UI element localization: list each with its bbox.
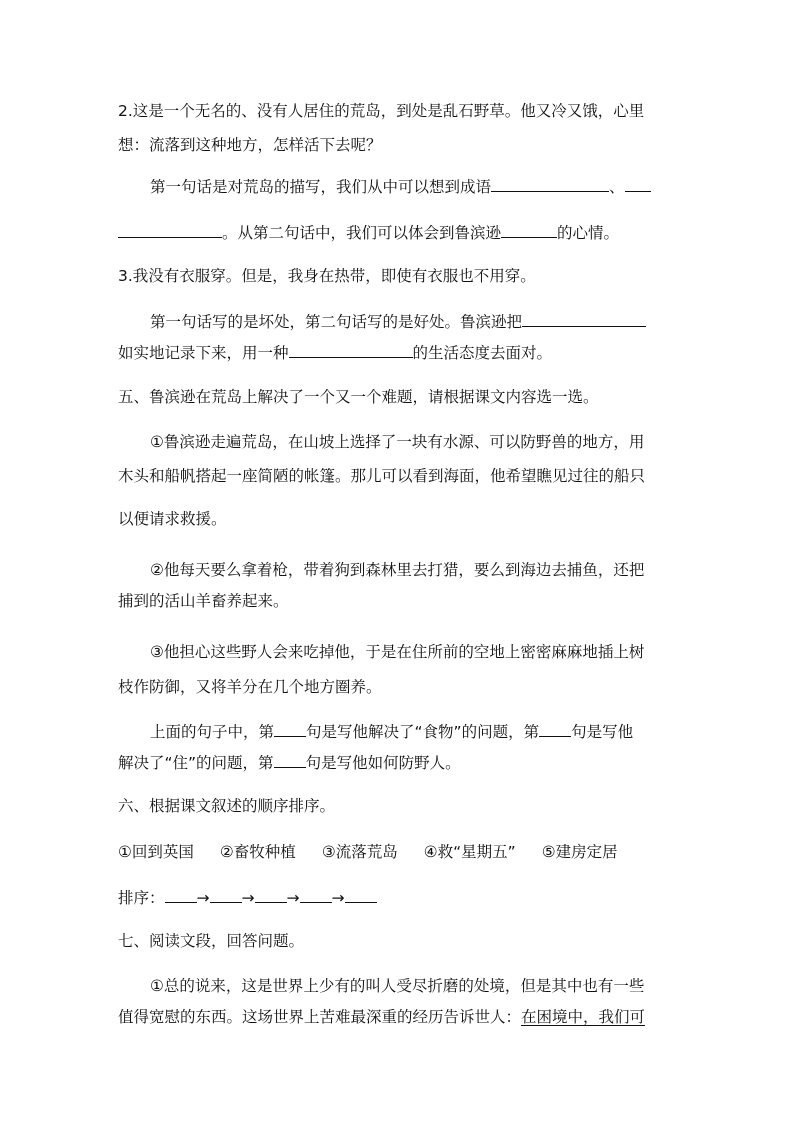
section-5-sentence-1-line-1: ①鲁滨逊走遍荒岛，在山坡上选择了一块有水源、可以防野兽的地方，用 xyxy=(150,433,645,451)
option-5: ⑤建房定居 xyxy=(541,843,618,861)
arrow-icon: → xyxy=(196,889,210,907)
section-5-heading: 五、鲁滨逊在荒岛上解决了一个又一个难题，请根据课文内容选一选。 xyxy=(118,388,599,406)
arrow-icon: → xyxy=(331,889,345,907)
section-5-sentence-3-line-1: ③他担心这些野人会来吃掉他，于是在住所前的空地上密密麻麻地插上树 xyxy=(150,643,645,661)
option-4: ④救“星期五” xyxy=(423,843,516,861)
section-5-sentence-1-line-2: 木头和船帆搭起一座简陋的帐篷。那儿可以看到海面，他希望瞧见过往的船只 xyxy=(118,467,646,485)
section-5-question-text-5: 句是写他如何防野人。 xyxy=(305,754,461,772)
section-5-question-text-3: 句是写他 xyxy=(571,723,634,741)
option-1: ①回到英国 xyxy=(118,843,194,861)
answer-blank[interactable] xyxy=(522,312,646,327)
section-7-paragraph-line-1: ①总的说来，这是世界上少有的叫人受尽折磨的处境，但是其中也有一些 xyxy=(150,977,645,995)
section-7-text: 值得宽慰的东西。这场世界上苦难最深重的经历告诉世人： xyxy=(118,1008,522,1026)
underlined-sentence: 在困境中，我们可 xyxy=(521,1008,646,1026)
answer-blank[interactable] xyxy=(274,722,306,737)
section-7-paragraph-line-2 xyxy=(118,1007,645,1027)
option-3: ③流落荒岛 xyxy=(321,843,398,861)
q3-answer-text-2: 如实地记录下来，用一种 xyxy=(118,344,289,362)
q2-line-1: 2.这是一个无名的、没有人居住的荒岛，到处是乱石野草。他又冷又饿，心里 xyxy=(118,102,645,120)
answer-blank[interactable] xyxy=(491,177,609,192)
q2-answer-text-3: 的心情。 xyxy=(557,224,620,242)
section-6-order-line xyxy=(118,888,377,908)
section-5-question-text-1: 上面的句子中，第 xyxy=(150,723,275,741)
answer-blank[interactable] xyxy=(625,177,651,192)
section-5-question-line-2 xyxy=(118,753,461,773)
order-blank-3[interactable] xyxy=(255,888,287,903)
section-5-sentence-2-line-1: ②他每天要么拿着枪，带着狗到森林里去打猎，要么到海边去捕鱼，还把 xyxy=(150,561,645,579)
answer-blank[interactable] xyxy=(118,223,222,238)
q2-answer-line-2 xyxy=(118,223,619,243)
q2-separator: 、 xyxy=(609,178,625,196)
answer-blank[interactable] xyxy=(539,722,571,737)
section-6-options xyxy=(118,842,618,862)
order-blank-2[interactable] xyxy=(210,888,242,903)
section-5-sentence-2-line-2: 捕到的活山羊畜养起来。 xyxy=(118,592,289,610)
section-5-sentence-1-line-3: 以便请求救援。 xyxy=(118,510,227,528)
section-5-sentence-3-line-2: 枝作防御，又将羊分在几个地方圈养。 xyxy=(118,678,382,696)
arrow-icon: → xyxy=(286,889,300,907)
section-7-heading: 七、阅读文段，回答问题。 xyxy=(118,932,305,950)
option-2: ②畜牧种植 xyxy=(219,843,296,861)
section-6-heading: 六、根据课文叙述的顺序排序。 xyxy=(118,797,336,815)
q2-answer-text-2: 。从第二句话中，我们可以体会到鲁滨逊 xyxy=(222,224,502,242)
order-blank-5[interactable] xyxy=(345,888,377,903)
section-5-question-line-1 xyxy=(150,722,633,742)
answer-blank[interactable] xyxy=(501,223,557,238)
order-blank-4[interactable] xyxy=(300,888,332,903)
order-label: 排序： xyxy=(118,889,165,907)
answer-blank[interactable] xyxy=(274,753,306,768)
answer-blank[interactable] xyxy=(289,343,413,358)
order-blank-1[interactable] xyxy=(165,888,197,903)
section-5-question-text-4: 解决了“住”的问题，第 xyxy=(118,754,274,772)
arrow-icon: → xyxy=(241,889,255,907)
q3-line-1: 3.我没有衣服穿。但是，我身在热带，即使有衣服也不用穿。 xyxy=(118,267,536,285)
q3-answer-text-3: 的生活态度去面对。 xyxy=(412,344,553,362)
q3-answer-line-2 xyxy=(118,343,552,363)
q2-answer-text-1: 第一句话是对荒岛的描写，我们从中可以想到成语 xyxy=(150,178,492,196)
q2-answer-line-1 xyxy=(150,177,651,197)
q3-answer-line-1 xyxy=(150,312,646,332)
section-5-question-text-2: 句是写他解决了“食物”的问题，第 xyxy=(306,723,540,741)
q3-answer-text-1: 第一句话写的是坏处，第二句话写的是好处。鲁滨逊把 xyxy=(150,313,523,331)
q2-line-2: 想：流落到这种地方，怎样活下去呢？ xyxy=(118,136,382,154)
